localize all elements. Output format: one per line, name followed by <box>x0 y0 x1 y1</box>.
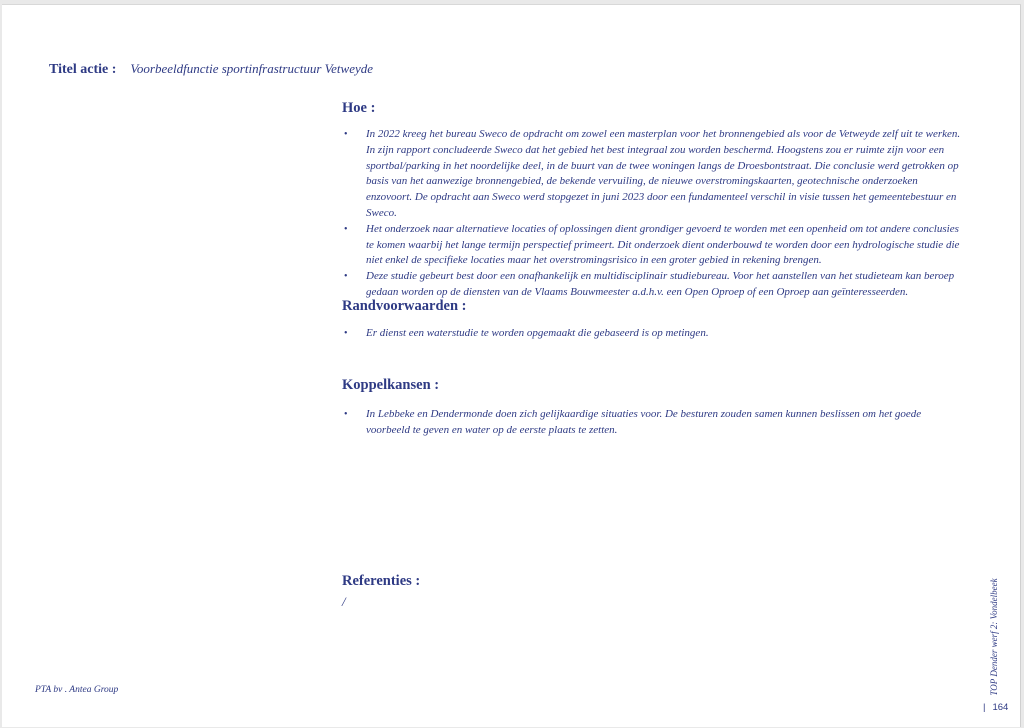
list-item <box>342 407 962 439</box>
page-number <box>983 702 1008 713</box>
list-item-text: In Lebbeke en Dendermonde doen zich gelijkaardige situaties voor. De besturen zouden samen kunnen beslissen om het goede voorbeeld te geven en water op de eerste plaats te zetten. <box>366 408 922 436</box>
referenties-value: / <box>342 594 346 609</box>
bullet-list-hoe <box>342 127 962 301</box>
bullet-list-koppelkansen <box>342 407 962 439</box>
section-heading-hoe: Hoe : <box>342 100 376 116</box>
list-item-text: Het onderzoek naar alternatieve locaties of oplossingen dient grondiger gevoerd te worden met een openheid om tot andere conclusies te komen waarbij het lange termijn perspectief primeert. Dit onderzoek dient onderbouwd te worden door een hydrologische studie die niet enkel de specifieke locaties maar het overstromingsrisico in een groter gebied in rekening brengen. <box>366 222 960 267</box>
bullet-icon: • <box>344 271 348 283</box>
list-item-text: In 2022 kreeg het bureau Sweco de opdracht om zowel een masterplan voor het bronnengebied als voor de Vetweyde zelf uit te werken. In zijn rapport concludeerde Sweco dat het gebied het best integraal zou worden beschermd. Hoogstens zou er ruimte zijn voor een sportbal/parking in het noordelijke deel, in de buurt van de twee woningen langs de Droesbontstraat. Die conclusie werd getrokken op basis van het aanwezige bronnengebied, de bekende vervuiling, de nieuwe overstromingskaarten, geotechnische onderzoeken enzovoort. De opdracht aan Sweco werd stopgezet in juni 2023 door een fundamenteel verschil in visie tussen het gemeentebestuur en Sweco. <box>366 128 961 219</box>
section-heading-randvoorwaarden: Randvoorwaarden : <box>342 298 467 314</box>
list-item <box>342 222 962 269</box>
list-item <box>342 127 962 222</box>
title-row <box>49 60 373 78</box>
bullet-icon: • <box>344 223 348 235</box>
list-item <box>342 269 962 301</box>
section-hoe <box>342 100 962 301</box>
section-heading-referenties: Referenties : <box>342 573 421 589</box>
bullet-icon: • <box>344 409 348 420</box>
section-referenties <box>342 573 962 610</box>
list-item-text: Deze studie gebeurt best door een onafhankelijk en multidisciplinair studiebureau. Voor het aanstellen van het studieteam kan beroep gedaan worden op de diensten van de Vlaams Bouwmeester a.d.h.v. een Open Oproep of een Oproep aan geïnteresseerden. <box>366 270 955 298</box>
section-randvoorwaarden <box>342 298 962 342</box>
footer-company: PTA bv . Antea Group <box>35 685 119 695</box>
footer-side-title: TOP Dender werf 2: Vondelbeek <box>989 578 999 696</box>
section-heading-koppelkansen: Koppelkansen : <box>342 377 440 393</box>
list-item-text: Er dienst een waterstudie te worden opgemaakt die gebaseerd is op metingen. <box>366 327 709 339</box>
page-number-separator: | <box>983 702 986 713</box>
bullet-icon: • <box>344 129 348 140</box>
list-item <box>342 326 962 342</box>
bullet-icon: • <box>344 328 348 339</box>
bullet-list-randvoorwaarden <box>342 326 962 342</box>
page-number-value: 164 <box>992 702 1009 713</box>
title-label: Titel actie : <box>49 62 117 77</box>
section-koppelkansen <box>342 377 962 439</box>
document-page <box>2 4 1021 727</box>
title-value: Voorbeeldfunctie sportinfrastructuur Vetweyde <box>130 61 374 76</box>
